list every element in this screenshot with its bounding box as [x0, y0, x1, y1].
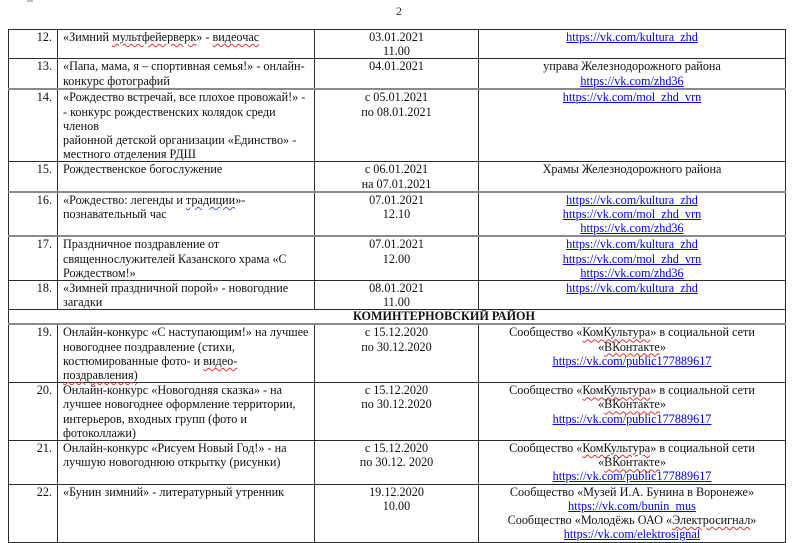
event-place — [479, 192, 786, 237]
event-name-line: местного отделения РДШ — [63, 147, 196, 162]
event-place — [479, 59, 786, 90]
event-place — [479, 484, 786, 542]
section-title — [9, 310, 786, 325]
row-number: 14. — [9, 89, 58, 162]
event-date-line: 11.00 — [383, 44, 410, 59]
event-date-line: 07.01.2021 — [369, 237, 424, 252]
event-place-text: Сообщество «КомКультура» в социальной сети — [509, 441, 755, 456]
event-name-line: Онлайн-конкурс «С наступающим!» на лучшее — [63, 325, 309, 340]
event-place-text: Сообщество «КомКультура» в социальной сети — [509, 325, 755, 340]
event-place — [479, 441, 786, 485]
row-number: 20. — [9, 383, 58, 441]
events-table-body — [9, 30, 786, 543]
event-name-line: костюмированные фото- и видео- — [63, 353, 238, 368]
event-name-line: «Рождество встречай, все плохое провожай!» - — [63, 90, 306, 105]
event-place-text: Храмы Железнодорожного района — [542, 162, 722, 177]
event-date — [315, 59, 479, 90]
event-date — [315, 324, 479, 382]
event-name-line: «Зимний мультфейерверк» - видеочас — [63, 30, 260, 44]
event-place — [479, 281, 786, 310]
event-name-line: - конкурс рождественских колядок среди членов — [63, 104, 276, 133]
event-date-line: на 07.01.2021 — [361, 176, 432, 191]
event-name-line — [63, 368, 309, 382]
table-row — [9, 89, 786, 162]
section-header-row — [9, 310, 786, 325]
row-number: 19. — [9, 324, 58, 382]
event-date-line: 10.00 — [382, 498, 411, 513]
event-link[interactable]: https://vk.com/kultura_zhd — [566, 281, 698, 296]
spellcheck-flag: ВКонтакте — [604, 455, 660, 470]
spellcheck-flag: мультфейерверк — [112, 30, 197, 44]
table-row — [9, 59, 786, 90]
event-link[interactable]: https://vk.com/mol_zhd_vrn — [562, 207, 702, 222]
event-name-line: познавательный час — [63, 207, 167, 222]
table-row — [9, 162, 786, 192]
event-date-line: 19.12.2020 — [369, 484, 424, 499]
event-place-text: управа Железнодорожного района — [543, 59, 721, 74]
event-name-line: лучшее новогоднее оформление территории, — [63, 397, 296, 412]
event-name-line: интерьеров, входных групп (фото и — [63, 411, 247, 426]
event-name-line: священнослужителей Казанского храма «С — [63, 251, 287, 266]
event-name — [58, 441, 315, 485]
event-name-line: Рождеством!» — [63, 265, 136, 280]
event-date-line: по 30.12.2020 — [361, 397, 432, 412]
event-name — [58, 59, 315, 90]
event-place-text: «ВКонтакте» — [598, 455, 666, 470]
row-number: 16. — [9, 192, 58, 237]
event-date-line: 08.01.2021 — [369, 281, 424, 296]
table-row — [9, 383, 786, 441]
event-place-text: Сообщество «Музей И.А. Бунина в Воронеже» — [509, 484, 755, 499]
event-link[interactable]: https://vk.com/zhd36 — [580, 265, 684, 280]
row-number: 22. — [9, 484, 58, 542]
event-link[interactable]: https://vk.com/mol_zhd_vrn — [562, 90, 702, 105]
event-name-line: Онлайн-конкурс «Рисуем Новый Год!» - на — [63, 441, 287, 456]
event-place-text: Сообщество «Молодёжь ОАО «Электросигнал» — [507, 513, 757, 528]
event-name — [58, 89, 315, 162]
table-row — [9, 441, 786, 485]
event-date-line: 04.01.2021 — [369, 59, 424, 74]
event-date-line: по 30.12.2020 — [361, 339, 432, 354]
event-date-line: 12.10 — [382, 207, 411, 222]
event-place — [479, 30, 786, 59]
page-corner-mark — [27, 0, 33, 2]
event-date-line: с 15.12.2020 — [364, 383, 429, 398]
events-table — [8, 29, 786, 543]
event-date-line: 07.01.2021 — [369, 192, 424, 207]
spellcheck-flag: КомКультура — [582, 383, 651, 398]
spellcheck-flag: ВКонтакте — [604, 397, 660, 412]
spellcheck-flag: традиции — [185, 192, 236, 207]
event-name-line: районной детской организации «Единство» - — [63, 133, 297, 148]
row-number: 12. — [9, 30, 58, 59]
event-date — [315, 484, 479, 542]
event-name-line: лучшую новогоднюю открытку (рисунки) — [63, 455, 281, 470]
row-number: 17. — [9, 236, 58, 280]
row-number: 18. — [9, 281, 58, 310]
event-name — [58, 484, 315, 542]
event-place-text: «ВКонтакте» — [598, 397, 666, 412]
event-link[interactable]: https://vk.com/public177889617 — [552, 411, 712, 426]
table-row — [9, 192, 786, 237]
event-name-line: загадки — [63, 295, 103, 310]
spellcheck-flag: видеочас — [212, 30, 260, 44]
row-number: 13. — [9, 59, 58, 90]
event-place-text: Сообщество «КомКультура» в социальной сети — [509, 383, 755, 398]
event-date — [315, 441, 479, 485]
event-date-line: 12.00 — [382, 251, 411, 266]
event-name — [58, 236, 315, 280]
spellcheck-flag: КомКультура — [582, 325, 651, 340]
event-link[interactable]: https://vk.com/kultura_zhd — [566, 237, 698, 252]
event-name-line: новогоднее поздравление (стихи, — [63, 339, 235, 354]
event-name-line: «Папа, мама, я – спортивная семья!» - онлайн- — [63, 59, 305, 74]
event-name-line: «Рождество: легенды и традиции»- — [63, 192, 246, 207]
spellcheck-flag: ВКонтакте — [604, 339, 660, 354]
event-date — [315, 383, 479, 441]
event-name-line: Праздничное поздравление от — [63, 237, 220, 252]
event-name — [58, 30, 315, 59]
spellcheck-flag: Электросигнал — [672, 513, 751, 528]
event-name — [58, 281, 315, 310]
event-date-line: по 08.01.2021 — [361, 104, 432, 119]
event-link[interactable]: https://vk.com/public177889617 — [552, 469, 712, 484]
event-date-line: 03.01.2021 — [369, 30, 424, 44]
event-name-line: «Зимней праздничной порой» - новогодние — [63, 281, 289, 296]
table-row — [9, 236, 786, 280]
event-date-line: с 15.12.2020 — [364, 325, 429, 340]
event-date-line: по 30.12. 2020 — [359, 455, 434, 470]
section-title-text: КОМИНТЕРНОВСКИЙ РАЙОН — [352, 309, 536, 324]
table-row — [9, 30, 786, 59]
event-link[interactable]: https://vk.com/bunin_mus — [568, 498, 696, 513]
event-link[interactable]: https://vk.com/kultura_zhd — [566, 30, 698, 44]
event-link[interactable]: https://vk.com/mol_zhd_vrn — [562, 251, 702, 266]
page-number: 2 — [396, 4, 402, 18]
event-date — [315, 89, 479, 162]
event-name-line: «Бунин зимний» - литературный утренник — [63, 484, 285, 499]
event-date — [315, 162, 479, 192]
table-row — [9, 281, 786, 310]
event-date — [315, 192, 479, 237]
event-name-line: конкурс фотографий — [63, 73, 170, 88]
event-date — [315, 30, 479, 59]
event-date-line: 11.00 — [383, 295, 410, 310]
event-place-text: «ВКонтакте» — [598, 339, 666, 354]
event-name — [58, 192, 315, 237]
table-row — [9, 484, 786, 542]
event-name-line: Рождественское богослужение — [63, 162, 223, 177]
event-date-line: с 05.01.2021 — [364, 90, 429, 105]
event-link[interactable]: https://vk.com/elektrosignal — [563, 527, 701, 542]
event-place — [479, 162, 786, 192]
event-date — [315, 236, 479, 280]
event-link[interactable]: https://vk.com/zhd36 — [580, 221, 684, 236]
event-date-line: с 15.12.2020 — [364, 441, 429, 456]
event-place — [479, 383, 786, 441]
event-place — [479, 236, 786, 280]
spellcheck-flag: видео- — [203, 353, 238, 368]
event-place — [479, 324, 786, 382]
spellcheck-flag: поздравления) — [63, 368, 138, 383]
event-date — [315, 281, 479, 310]
event-name-line: фотоколлажи) — [63, 425, 136, 440]
event-name — [58, 383, 315, 441]
event-link[interactable]: https://vk.com/public177889617 — [552, 353, 712, 368]
table-row — [9, 324, 786, 382]
spellcheck-flag: КомКультура — [582, 441, 651, 456]
event-link[interactable]: https://vk.com/zhd36 — [580, 73, 684, 88]
event-name — [58, 324, 315, 382]
row-number: 21. — [9, 441, 58, 485]
row-number: 15. — [9, 162, 58, 192]
event-place — [479, 89, 786, 162]
event-link[interactable]: https://vk.com/kultura_zhd — [566, 192, 698, 207]
event-name — [58, 162, 315, 192]
event-name-line: Онлайн-конкурс «Новогодняя сказка» - на — [63, 383, 283, 398]
event-date-line: с 06.01.2021 — [364, 162, 429, 177]
